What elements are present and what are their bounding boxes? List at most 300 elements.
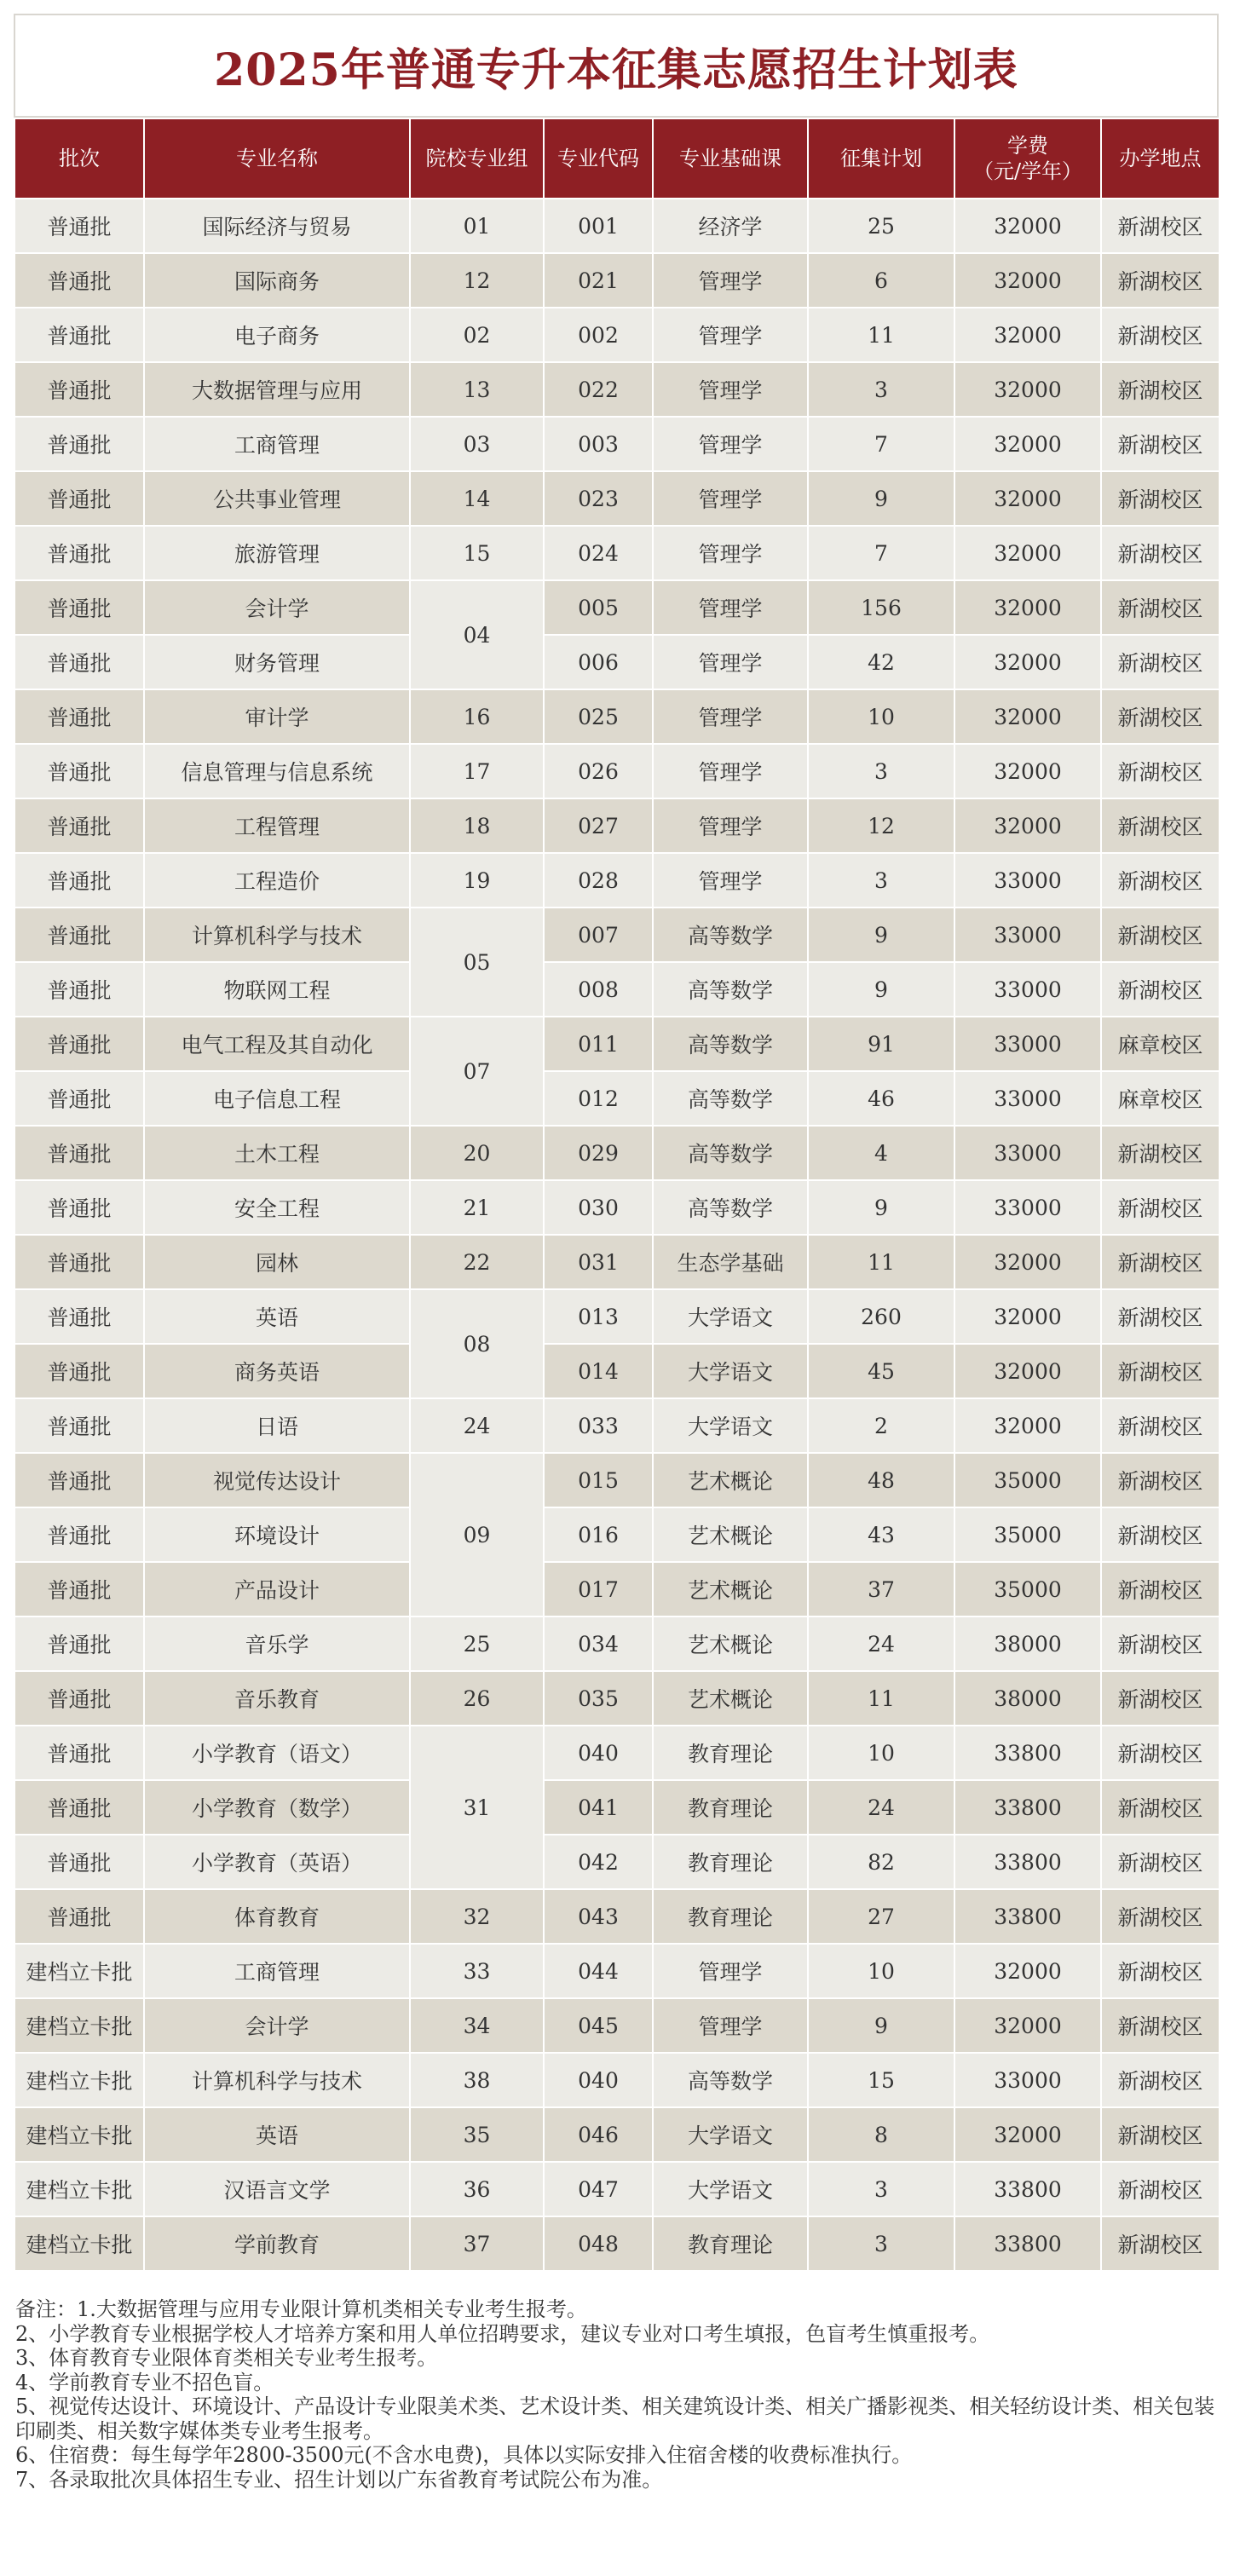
- table-row: [14, 1507, 1220, 1562]
- table-row: [14, 2162, 1220, 2216]
- cell-major-group: 36: [410, 2162, 544, 2216]
- cell-tuition: 33800: [954, 2162, 1101, 2216]
- cell-major-name: 汉语言文学: [144, 2162, 410, 2216]
- cell-tuition: 32000: [954, 1235, 1101, 1289]
- cell-major-name: 工商管理: [144, 417, 410, 471]
- cell-basic-course: 管理学: [653, 308, 808, 362]
- cell-campus: 新湖校区: [1101, 744, 1220, 798]
- cell-major-code: 011: [544, 1017, 653, 1071]
- cell-basic-course: 教育理论: [653, 2216, 808, 2271]
- note-6: 6、住宿费：每生每学年2800-3500元(不含水电费)，具体以实际安排入住宿舍楼的收费标准执行。: [15, 2443, 913, 2467]
- cell-batch: 普通批: [14, 1453, 144, 1507]
- cell-tuition: 32000: [954, 417, 1101, 471]
- cell-campus: 麻章校区: [1101, 1071, 1220, 1126]
- cell-plan-count: 9: [808, 962, 954, 1017]
- table-row: [14, 798, 1220, 853]
- cell-tuition: 33000: [954, 2053, 1101, 2107]
- table-row: [14, 1453, 1220, 1507]
- cell-batch: 普通批: [14, 253, 144, 308]
- table-row: [14, 1998, 1220, 2053]
- cell-basic-course: 管理学: [653, 689, 808, 744]
- cell-campus: 新湖校区: [1101, 471, 1220, 526]
- cell-campus: 新湖校区: [1101, 853, 1220, 908]
- table-row: [14, 1780, 1220, 1835]
- cell-campus: 新湖校区: [1101, 2053, 1220, 2107]
- table-row: [14, 1344, 1220, 1398]
- cell-campus: 新湖校区: [1101, 253, 1220, 308]
- cell-tuition: 32000: [954, 1944, 1101, 1998]
- table-header-row: [14, 118, 1220, 199]
- cell-major-code: 034: [544, 1616, 653, 1671]
- table-row: [14, 580, 1220, 635]
- cell-major-group: 05: [410, 908, 544, 1017]
- cell-major-name: 会计学: [144, 580, 410, 635]
- table-body: [14, 199, 1220, 2271]
- cell-major-name: 信息管理与信息系统: [144, 744, 410, 798]
- cell-batch: 普通批: [14, 908, 144, 962]
- cell-major-group: 18: [410, 798, 544, 853]
- cell-major-group: 02: [410, 308, 544, 362]
- cell-plan-count: 9: [808, 1180, 954, 1235]
- table-row: [14, 253, 1220, 308]
- cell-plan-count: 12: [808, 798, 954, 853]
- cell-tuition: 35000: [954, 1562, 1101, 1616]
- cell-plan-count: 156: [808, 580, 954, 635]
- cell-major-code: 008: [544, 962, 653, 1017]
- cell-batch: 普通批: [14, 1726, 144, 1780]
- cell-major-code: 023: [544, 471, 653, 526]
- cell-tuition: 32000: [954, 744, 1101, 798]
- cell-campus: 新湖校区: [1101, 1398, 1220, 1453]
- cell-batch: 普通批: [14, 1289, 144, 1344]
- cell-tuition: 32000: [954, 2107, 1101, 2162]
- cell-plan-count: 82: [808, 1835, 954, 1889]
- cell-major-code: 044: [544, 1944, 653, 1998]
- cell-campus: 新湖校区: [1101, 1453, 1220, 1507]
- cell-basic-course: 教育理论: [653, 1835, 808, 1889]
- cell-batch: 普通批: [14, 744, 144, 798]
- cell-basic-course: 高等数学: [653, 908, 808, 962]
- cell-major-code: 043: [544, 1889, 653, 1944]
- cell-major-group: 22: [410, 1235, 544, 1289]
- cell-basic-course: 管理学: [653, 798, 808, 853]
- cell-plan-count: 3: [808, 744, 954, 798]
- cell-batch: 普通批: [14, 1180, 144, 1235]
- header-batch: 批次: [14, 118, 144, 199]
- table-row: [14, 1180, 1220, 1235]
- cell-major-code: 041: [544, 1780, 653, 1835]
- cell-major-name: 物联网工程: [144, 962, 410, 1017]
- cell-major-name: 国际商务: [144, 253, 410, 308]
- cell-major-name: 音乐学: [144, 1616, 410, 1671]
- cell-campus: 新湖校区: [1101, 1616, 1220, 1671]
- cell-major-name: 音乐教育: [144, 1671, 410, 1726]
- cell-major-code: 045: [544, 1998, 653, 2053]
- cell-basic-course: 艺术概论: [653, 1616, 808, 1671]
- cell-batch: 普通批: [14, 798, 144, 853]
- cell-major-group: 32: [410, 1889, 544, 1944]
- cell-plan-count: 4: [808, 1126, 954, 1180]
- cell-campus: 新湖校区: [1101, 1780, 1220, 1835]
- table-row: [14, 1889, 1220, 1944]
- cell-major-group: 03: [410, 417, 544, 471]
- cell-major-name: 公共事业管理: [144, 471, 410, 526]
- cell-tuition: 32000: [954, 362, 1101, 417]
- cell-campus: 麻章校区: [1101, 1017, 1220, 1071]
- cell-campus: 新湖校区: [1101, 635, 1220, 689]
- table-row: [14, 308, 1220, 362]
- cell-basic-course: 管理学: [653, 635, 808, 689]
- table-row: [14, 853, 1220, 908]
- cell-batch: 建档立卡批: [14, 2162, 144, 2216]
- cell-major-group: 17: [410, 744, 544, 798]
- table-row: [14, 526, 1220, 580]
- cell-basic-course: 艺术概论: [653, 1671, 808, 1726]
- cell-major-code: 003: [544, 417, 653, 471]
- cell-basic-course: 艺术概论: [653, 1453, 808, 1507]
- note-7: 7、各录取批次具体招生专业、招生计划以广东省教育考试院公布为准。: [15, 2467, 663, 2492]
- cell-plan-count: 46: [808, 1071, 954, 1126]
- cell-plan-count: 8: [808, 2107, 954, 2162]
- cell-major-code: 024: [544, 526, 653, 580]
- cell-basic-course: 艺术概论: [653, 1562, 808, 1616]
- cell-batch: 普通批: [14, 689, 144, 744]
- cell-basic-course: 管理学: [653, 471, 808, 526]
- cell-tuition: 33000: [954, 962, 1101, 1017]
- cell-plan-count: 260: [808, 1289, 954, 1344]
- cell-basic-course: 高等数学: [653, 1071, 808, 1126]
- cell-major-code: 002: [544, 308, 653, 362]
- cell-plan-count: 3: [808, 853, 954, 908]
- cell-major-code: 029: [544, 1126, 653, 1180]
- cell-plan-count: 9: [808, 471, 954, 526]
- cell-major-group: 35: [410, 2107, 544, 2162]
- cell-basic-course: 教育理论: [653, 1726, 808, 1780]
- cell-major-group: 25: [410, 1616, 544, 1671]
- cell-tuition: 32000: [954, 1998, 1101, 2053]
- cell-major-group: 34: [410, 1998, 544, 2053]
- cell-tuition: 33000: [954, 1071, 1101, 1126]
- cell-major-name: 国际经济与贸易: [144, 199, 410, 253]
- cell-plan-count: 6: [808, 253, 954, 308]
- cell-major-name: 工程管理: [144, 798, 410, 853]
- page-title: 2025年普通专升本征集志愿招生计划表: [214, 43, 1018, 96]
- cell-major-group: 12: [410, 253, 544, 308]
- cell-basic-course: 管理学: [653, 1944, 808, 1998]
- cell-tuition: 32000: [954, 580, 1101, 635]
- cell-campus: 新湖校区: [1101, 2162, 1220, 2216]
- table-row: [14, 471, 1220, 526]
- cell-campus: 新湖校区: [1101, 1180, 1220, 1235]
- cell-major-group: 31: [410, 1726, 544, 1889]
- cell-major-name: 日语: [144, 1398, 410, 1453]
- cell-major-code: 014: [544, 1344, 653, 1398]
- cell-major-code: 031: [544, 1235, 653, 1289]
- cell-major-code: 033: [544, 1398, 653, 1453]
- cell-campus: 新湖校区: [1101, 1126, 1220, 1180]
- cell-campus: 新湖校区: [1101, 1889, 1220, 1944]
- cell-basic-course: 大学语文: [653, 2107, 808, 2162]
- cell-tuition: 32000: [954, 308, 1101, 362]
- cell-plan-count: 37: [808, 1562, 954, 1616]
- cell-major-code: 035: [544, 1671, 653, 1726]
- cell-basic-course: 管理学: [653, 1998, 808, 2053]
- notes: [15, 2297, 1219, 2492]
- title-box: [14, 14, 1219, 118]
- cell-basic-course: 艺术概论: [653, 1507, 808, 1562]
- cell-major-group: 01: [410, 199, 544, 253]
- cell-major-name: 英语: [144, 1289, 410, 1344]
- cell-tuition: 33000: [954, 1126, 1101, 1180]
- cell-campus: 新湖校区: [1101, 526, 1220, 580]
- cell-tuition: 38000: [954, 1671, 1101, 1726]
- table-row: [14, 1398, 1220, 1453]
- cell-plan-count: 10: [808, 1944, 954, 1998]
- cell-batch: 普通批: [14, 471, 144, 526]
- cell-campus: 新湖校区: [1101, 908, 1220, 962]
- cell-campus: 新湖校区: [1101, 689, 1220, 744]
- cell-tuition: 33800: [954, 1780, 1101, 1835]
- table-row: [14, 962, 1220, 1017]
- cell-batch: 普通批: [14, 1780, 144, 1835]
- cell-plan-count: 3: [808, 2216, 954, 2271]
- cell-major-name: 产品设计: [144, 1562, 410, 1616]
- cell-basic-course: 管理学: [653, 362, 808, 417]
- cell-campus: 新湖校区: [1101, 2216, 1220, 2271]
- cell-basic-course: 高等数学: [653, 1017, 808, 1071]
- cell-major-group: 33: [410, 1944, 544, 1998]
- cell-basic-course: 管理学: [653, 526, 808, 580]
- table-row: [14, 199, 1220, 253]
- note-1: 备注：1.大数据管理与应用专业限计算机类相关专业考生报考。: [15, 2297, 587, 2321]
- cell-major-name: 财务管理: [144, 635, 410, 689]
- cell-basic-course: 高等数学: [653, 962, 808, 1017]
- header-plan-count: 征集计划: [808, 118, 954, 199]
- cell-basic-course: 大学语文: [653, 1398, 808, 1453]
- cell-basic-course: 生态学基础: [653, 1235, 808, 1289]
- cell-batch: 建档立卡批: [14, 1998, 144, 2053]
- header-major-group: 院校专业组: [410, 118, 544, 199]
- cell-campus: 新湖校区: [1101, 1944, 1220, 1998]
- cell-batch: 普通批: [14, 1889, 144, 1944]
- cell-major-name: 电气工程及其自动化: [144, 1017, 410, 1071]
- cell-plan-count: 9: [808, 908, 954, 962]
- cell-basic-course: 管理学: [653, 580, 808, 635]
- cell-plan-count: 3: [808, 2162, 954, 2216]
- cell-major-name: 电子信息工程: [144, 1071, 410, 1126]
- cell-major-group: 24: [410, 1398, 544, 1453]
- cell-major-code: 040: [544, 2053, 653, 2107]
- cell-campus: 新湖校区: [1101, 362, 1220, 417]
- table-row: [14, 2216, 1220, 2271]
- cell-plan-count: 11: [808, 1671, 954, 1726]
- cell-major-code: 017: [544, 1562, 653, 1616]
- cell-major-group: 15: [410, 526, 544, 580]
- cell-campus: 新湖校区: [1101, 1507, 1220, 1562]
- cell-tuition: 32000: [954, 1289, 1101, 1344]
- cell-plan-count: 91: [808, 1017, 954, 1071]
- cell-tuition: 33800: [954, 1726, 1101, 1780]
- cell-tuition: 32000: [954, 253, 1101, 308]
- cell-batch: 普通批: [14, 1398, 144, 1453]
- table-row: [14, 1235, 1220, 1289]
- table-row: [14, 1726, 1220, 1780]
- cell-plan-count: 10: [808, 1726, 954, 1780]
- table-row: [14, 417, 1220, 471]
- cell-major-group: 09: [410, 1453, 544, 1616]
- cell-tuition: 35000: [954, 1453, 1101, 1507]
- cell-batch: 普通批: [14, 635, 144, 689]
- cell-major-code: 042: [544, 1835, 653, 1889]
- cell-major-name: 学前教育: [144, 2216, 410, 2271]
- cell-tuition: 32000: [954, 689, 1101, 744]
- cell-tuition: 33000: [954, 1180, 1101, 1235]
- table-row: [14, 2053, 1220, 2107]
- cell-tuition: 33800: [954, 1889, 1101, 1944]
- note-4: 4、学前教育专业不招色盲。: [15, 2370, 274, 2394]
- cell-major-code: 006: [544, 635, 653, 689]
- cell-major-group: 16: [410, 689, 544, 744]
- table-row: [14, 1017, 1220, 1071]
- cell-major-name: 安全工程: [144, 1180, 410, 1235]
- cell-plan-count: 45: [808, 1344, 954, 1398]
- cell-campus: 新湖校区: [1101, 1562, 1220, 1616]
- table-row: [14, 744, 1220, 798]
- cell-campus: 新湖校区: [1101, 1726, 1220, 1780]
- table-row: [14, 362, 1220, 417]
- cell-campus: 新湖校区: [1101, 962, 1220, 1017]
- cell-batch: 普通批: [14, 526, 144, 580]
- cell-tuition: 32000: [954, 1398, 1101, 1453]
- cell-major-group: 19: [410, 853, 544, 908]
- cell-batch: 普通批: [14, 308, 144, 362]
- cell-plan-count: 15: [808, 2053, 954, 2107]
- cell-tuition: 32000: [954, 635, 1101, 689]
- table-row: [14, 1289, 1220, 1344]
- table-row: [14, 908, 1220, 962]
- cell-major-code: 022: [544, 362, 653, 417]
- cell-campus: 新湖校区: [1101, 1289, 1220, 1344]
- cell-major-name: 小学教育（语文）: [144, 1726, 410, 1780]
- cell-tuition: 32000: [954, 1344, 1101, 1398]
- table-row: [14, 1616, 1220, 1671]
- cell-campus: 新湖校区: [1101, 417, 1220, 471]
- cell-major-name: 环境设计: [144, 1507, 410, 1562]
- cell-major-name: 小学教育（英语）: [144, 1835, 410, 1889]
- cell-plan-count: 9: [808, 1998, 954, 2053]
- cell-campus: 新湖校区: [1101, 2107, 1220, 2162]
- cell-major-code: 001: [544, 199, 653, 253]
- cell-plan-count: 24: [808, 1780, 954, 1835]
- table-row: [14, 1835, 1220, 1889]
- cell-campus: 新湖校区: [1101, 1835, 1220, 1889]
- cell-batch: 建档立卡批: [14, 2053, 144, 2107]
- cell-major-name: 电子商务: [144, 308, 410, 362]
- cell-batch: 普通批: [14, 1017, 144, 1071]
- cell-batch: 普通批: [14, 1235, 144, 1289]
- cell-major-name: 英语: [144, 2107, 410, 2162]
- table-row: [14, 1126, 1220, 1180]
- cell-major-code: 030: [544, 1180, 653, 1235]
- cell-tuition: 33800: [954, 2216, 1101, 2271]
- cell-major-code: 025: [544, 689, 653, 744]
- cell-major-name: 商务英语: [144, 1344, 410, 1398]
- table-row: [14, 689, 1220, 744]
- cell-tuition: 38000: [954, 1616, 1101, 1671]
- cell-tuition: 33800: [954, 1835, 1101, 1889]
- cell-major-group: 14: [410, 471, 544, 526]
- cell-major-name: 会计学: [144, 1998, 410, 2053]
- cell-major-group: 04: [410, 580, 544, 689]
- cell-major-group: 13: [410, 362, 544, 417]
- cell-batch: 普通批: [14, 1071, 144, 1126]
- cell-plan-count: 25: [808, 199, 954, 253]
- cell-plan-count: 43: [808, 1507, 954, 1562]
- cell-basic-course: 管理学: [653, 744, 808, 798]
- cell-batch: 普通批: [14, 1344, 144, 1398]
- cell-basic-course: 大学语文: [653, 2162, 808, 2216]
- header-major-code: 专业代码: [544, 118, 653, 199]
- table-row: [14, 2107, 1220, 2162]
- cell-batch: 普通批: [14, 1616, 144, 1671]
- cell-tuition: 32000: [954, 798, 1101, 853]
- cell-batch: 普通批: [14, 1835, 144, 1889]
- cell-basic-course: 教育理论: [653, 1889, 808, 1944]
- cell-major-code: 026: [544, 744, 653, 798]
- cell-major-name: 土木工程: [144, 1126, 410, 1180]
- cell-major-code: 048: [544, 2216, 653, 2271]
- cell-major-name: 园林: [144, 1235, 410, 1289]
- cell-plan-count: 2: [808, 1398, 954, 1453]
- cell-major-code: 021: [544, 253, 653, 308]
- cell-major-name: 大数据管理与应用: [144, 362, 410, 417]
- cell-batch: 普通批: [14, 1671, 144, 1726]
- cell-plan-count: 24: [808, 1616, 954, 1671]
- cell-tuition: 35000: [954, 1507, 1101, 1562]
- cell-major-code: 046: [544, 2107, 653, 2162]
- table-row: [14, 635, 1220, 689]
- note-5: 5、视觉传达设计、环境设计、产品设计专业限美术类、艺术设计类、相关建筑设计类、相关广播影视类、相关轻纺设计类、相关包装印刷类、相关数字媒体类专业考生报考。: [15, 2394, 1215, 2443]
- cell-major-code: 005: [544, 580, 653, 635]
- cell-basic-course: 高等数学: [653, 2053, 808, 2107]
- cell-tuition: 32000: [954, 471, 1101, 526]
- cell-plan-count: 11: [808, 1235, 954, 1289]
- cell-campus: 新湖校区: [1101, 199, 1220, 253]
- cell-major-group: 21: [410, 1180, 544, 1235]
- table-row: [14, 1944, 1220, 1998]
- cell-plan-count: 11: [808, 308, 954, 362]
- cell-basic-course: 教育理论: [653, 1780, 808, 1835]
- cell-major-group: 26: [410, 1671, 544, 1726]
- cell-major-code: 013: [544, 1289, 653, 1344]
- cell-batch: 普通批: [14, 1507, 144, 1562]
- cell-basic-course: 高等数学: [653, 1126, 808, 1180]
- cell-major-code: 027: [544, 798, 653, 853]
- cell-plan-count: 7: [808, 417, 954, 471]
- cell-major-group: 07: [410, 1017, 544, 1126]
- cell-major-name: 体育教育: [144, 1889, 410, 1944]
- table-row: [14, 1671, 1220, 1726]
- cell-major-name: 小学教育（数学）: [144, 1780, 410, 1835]
- header-campus: 办学地点: [1101, 118, 1220, 199]
- cell-major-code: 012: [544, 1071, 653, 1126]
- cell-campus: 新湖校区: [1101, 1344, 1220, 1398]
- cell-batch: 普通批: [14, 962, 144, 1017]
- cell-batch: 普通批: [14, 362, 144, 417]
- cell-batch: 建档立卡批: [14, 1944, 144, 1998]
- cell-basic-course: 经济学: [653, 199, 808, 253]
- header-tuition: 学费 （元/学年）: [954, 118, 1101, 199]
